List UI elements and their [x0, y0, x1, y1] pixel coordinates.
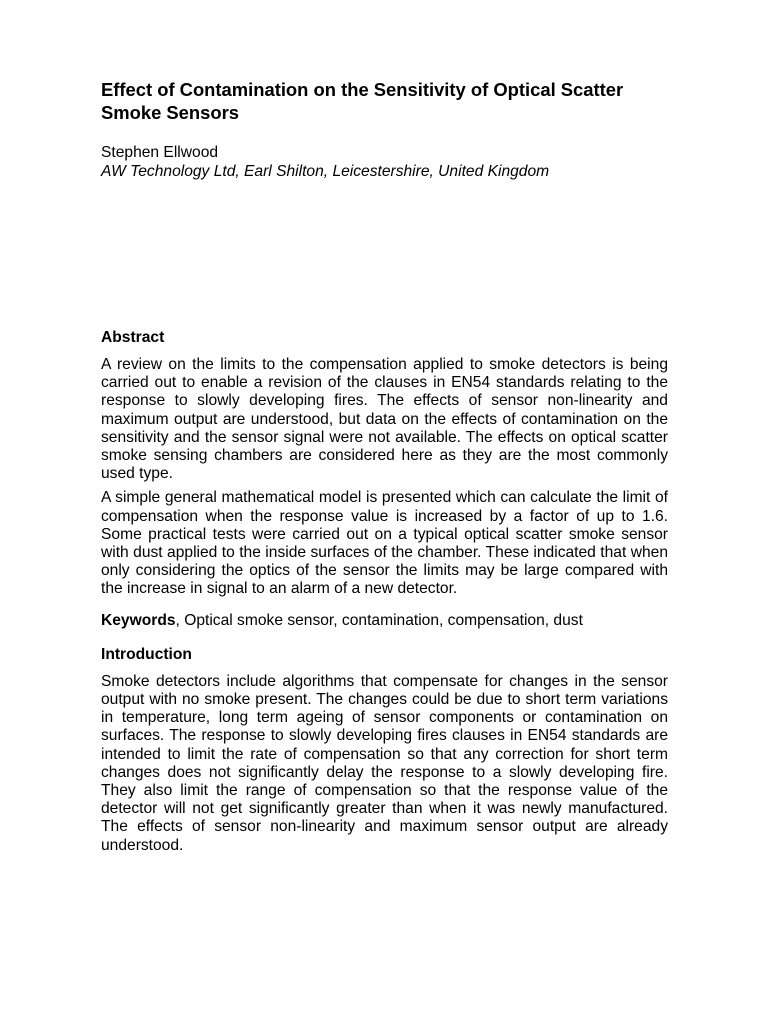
- abstract-heading: Abstract: [101, 329, 165, 346]
- keywords-line: [101, 612, 668, 630]
- abstract-paragraph-2: A simple general mathematical model is presented which can calculate the limit of compensation when the response value is increased by a factor of up to 1.6. Some practical tests were carried out on a typical optical scatter smoke sensor with dust applied to the inside surfaces of the chamber. These indicated that when only considering the optics of the sensor the limits may be large compared with the increase in signal to an alarm of a new detector.: [101, 489, 668, 598]
- keywords-text: , Optical smoke sensor, contamination, compensation, dust: [175, 611, 583, 629]
- paper-title: Effect of Contamination on the Sensitivity of Optical Scatter Smoke Sensors: [101, 79, 624, 123]
- paper-page: [101, 78, 668, 855]
- keywords-label: Keywords: [101, 611, 176, 629]
- introduction-heading: Introduction: [101, 645, 192, 663]
- author-name: Stephen Ellwood: [101, 144, 219, 161]
- author-affiliation: AW Technology Ltd, Earl Shilton, Leicestershire, United Kingdom: [101, 163, 550, 180]
- abstract-paragraph-1: A review on the limits to the compensation applied to smoke detectors is being carried out to enable a revision of the clauses in EN54 standards relating to the response to slowly developing fires. The effects of sensor non-linearity and maximum output are understood, but data on the effects of contamination on the sensitivity and the sensor signal were not available. The effects on optical scatter smoke sensing chambers are considered here as they are the most commonly used type.: [101, 356, 668, 483]
- introduction-paragraph: Smoke detectors include algorithms that compensate for changes in the sensor output with no smoke present. The changes could be due to short term variations in temperature, long term ageing of sensor components or contamination on surfaces. The response to slowly developing fires clauses in EN54 standards are intended to limit the rate of compensation so that any correction for short term changes does not significantly delay the response to a slowly developing fire. They also limit the range of compensation so that the response value of the detector will not get significantly greater than when it was newly manufactured. The effects of sensor non-linearity and maximum sensor output are already understood.: [101, 672, 668, 854]
